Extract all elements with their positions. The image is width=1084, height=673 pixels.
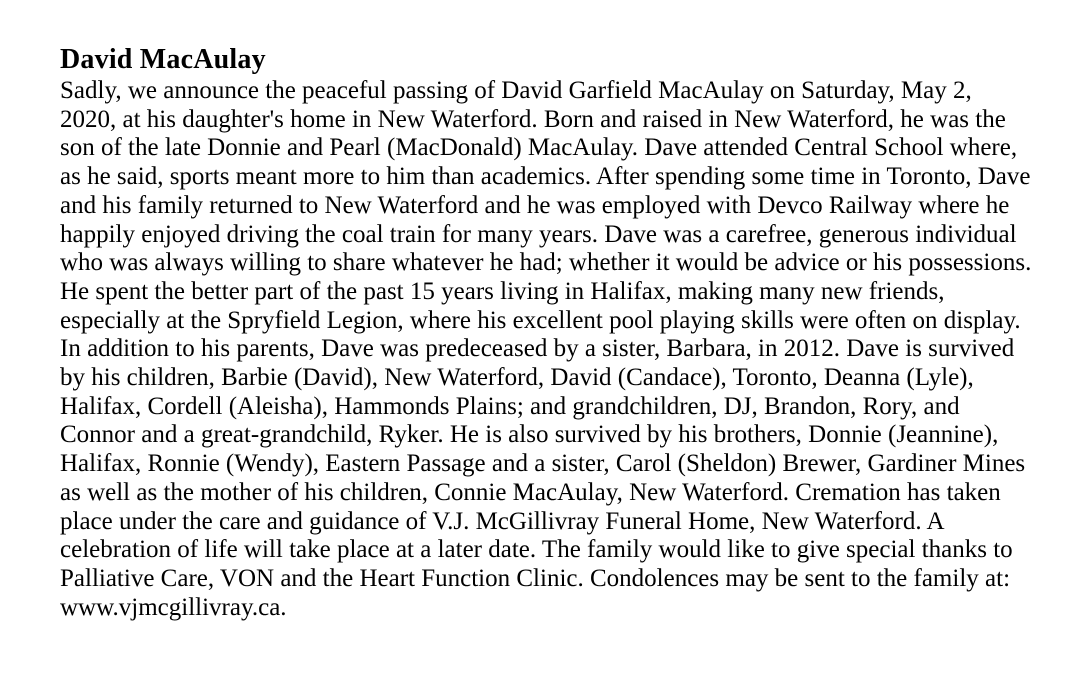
obituary-text-line: Palliative Care, VON and the Heart Function Clinic. Condolences may be sent to the family at: <box>60 564 1011 592</box>
obituary-text-line: by his children, Barbie (David), New Waterford, David (Candace), Toronto, Deanna (Lyle), <box>60 364 974 392</box>
obituary-text-line: happily enjoyed driving the coal train for many years. Dave was a carefree, generous individual <box>60 220 1017 248</box>
obituary-text-line: Sadly, we announce the peaceful passing of David Garfield MacAulay on Saturday, May 2, <box>60 77 972 104</box>
obituary-text-line: He spent the better part of the past 15 years living in Halifax, making many new friends, <box>60 277 945 305</box>
obituary-text-line: Halifax, Cordell (Aleisha), Hammonds Plains; and grandchildren, DJ, Brandon, Rory, and <box>60 392 960 420</box>
obituary-text-line: especially at the Spryfield Legion, where his excellent pool playing skills were often on display. <box>60 306 1021 334</box>
obituary-text-line: celebration of life will take place at a later date. The family would like to give special thanks to <box>60 536 1013 564</box>
obituary-text-line: Connor and a great-grandchild, Ryker. He is also survived by his brothers, Donnie (Jeannine), <box>60 421 999 449</box>
obituary-text-line: and his family returned to New Waterford and he was employed with Devco Railway where he <box>60 191 1010 219</box>
obituary-title: David MacAulay <box>60 44 266 75</box>
obituary-text-line: as he said, sports meant more to him than academics. After spending some time in Toronto, Dave <box>60 163 1031 191</box>
obituary-text-line: as well as the mother of his children, Connie MacAulay, New Waterford. Cremation has taken <box>60 478 1001 506</box>
obituary-text-line: son of the late Donnie and Pearl (MacDonald) MacAulay. Dave attended Central School where, <box>60 134 1018 162</box>
obituary-text-line: who was always willing to share whatever he had; whether it would be advice or his possessions. <box>60 249 1032 277</box>
obituary-body <box>60 77 1044 622</box>
obituary-text-line: 2020, at his daughter's home in New Waterford. Born and raised in New Waterford, he was the <box>60 105 1006 133</box>
obituary-text-line: place under the care and guidance of V.J. McGillivray Funeral Home, New Waterford. A <box>60 507 945 535</box>
obituary-text-line: www.vjmcgillivray.ca. <box>60 593 287 621</box>
obituary-text-line: Halifax, Ronnie (Wendy), Eastern Passage and a sister, Carol (Sheldon) Brewer, Gardiner Mines <box>60 450 1026 478</box>
obituary-text-line: In addition to his parents, Dave was predeceased by a sister, Barbara, in 2012. Dave is survived <box>60 335 1015 363</box>
